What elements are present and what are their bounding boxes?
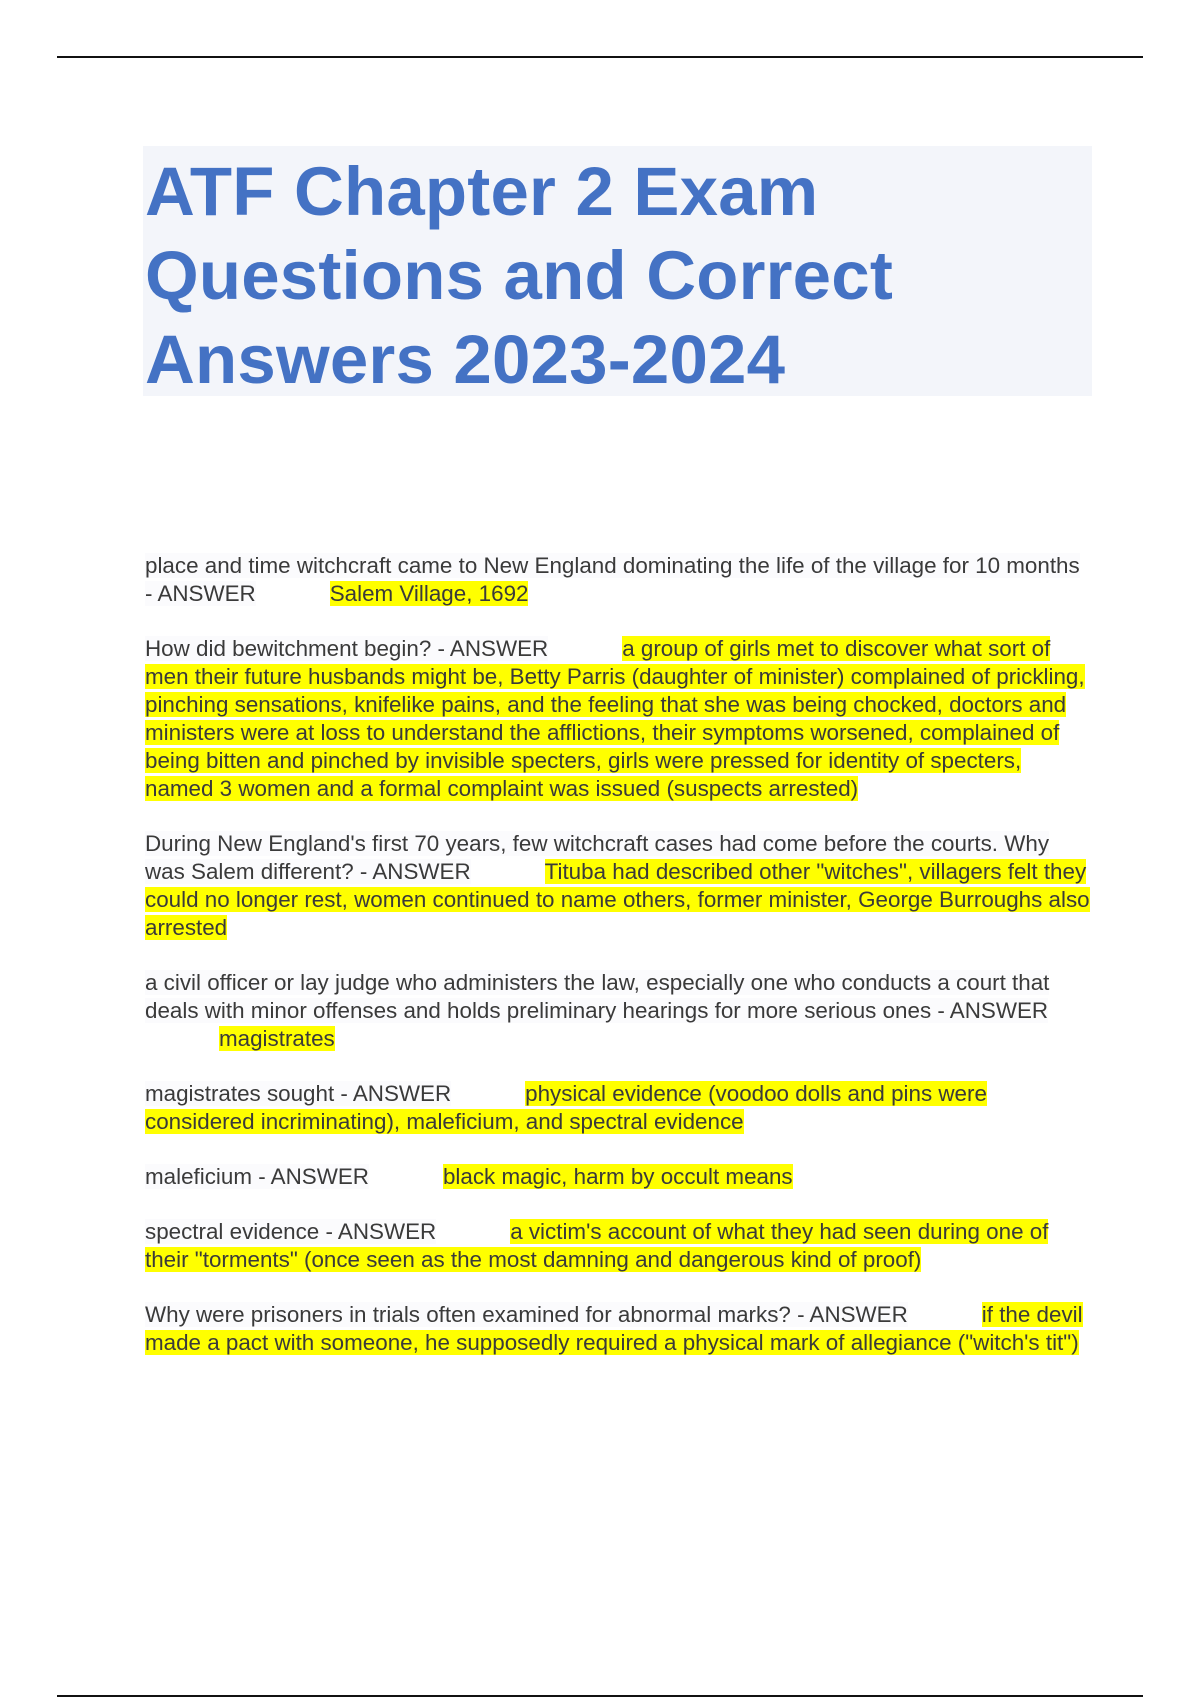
- question-text: How did bewitchment begin? - ANSWER: [145, 636, 549, 661]
- qa-item: [145, 1163, 1090, 1191]
- question-text: Why were prisoners in trials often examined for abnormal marks? - ANSWER: [145, 1302, 908, 1327]
- qa-list: [145, 552, 1090, 1384]
- qa-item: [145, 635, 1090, 803]
- qa-item: [145, 830, 1090, 942]
- answer-text: magistrates: [219, 1026, 335, 1051]
- answer-text: Salem Village, 1692: [329, 581, 529, 606]
- question-text: place and time witchcraft came to New England dominating the life of the village for 10 months - ANSWER: [145, 553, 1080, 606]
- answer-text: physical evidence (voodoo dolls and pins were considered incriminating), maleficium, and spectral evidence: [145, 1081, 987, 1134]
- qa-item: [145, 552, 1090, 608]
- answer-text: if the devil made a pact with someone, he supposedly required a physical mark of allegiance ("witch's tit"): [145, 1302, 1083, 1355]
- question-text: During New England's first 70 years, few witchcraft cases had come before the courts. Why was Salem different? - ANSWER: [145, 831, 1050, 884]
- top-rule: [57, 56, 1143, 58]
- qa-item: [145, 969, 1090, 1053]
- answer-text: a victim's account of what they had seen during one of their "torments" (once seen as the most damning and dangerous kind of proof): [145, 1219, 1049, 1272]
- answer-text: a group of girls met to discover what sort of men their future husbands might be, Betty Parris (daughter of minister) complained of prickling, pinching sensations, knifelike pains, and the feeling that she was being chocked, doctors and ministers were at loss to understand the afflictions, their symptoms worsened, complained of being bitten and pinched by invisible specters, girls were pressed for identity of specters, named 3 women and a formal complaint was issued (suspects arrested): [145, 636, 1085, 801]
- question-text: maleficium - ANSWER: [145, 1164, 369, 1189]
- qa-item: [145, 1301, 1090, 1357]
- question-text: spectral evidence - ANSWER: [145, 1219, 437, 1244]
- title-block: [143, 146, 1092, 396]
- qa-item: [145, 1218, 1090, 1274]
- question-text: a civil officer or lay judge who administers the law, especially one who conducts a court that deals with minor offenses and holds preliminary hearings for more serious ones - ANSWER: [145, 970, 1050, 1023]
- document-title: ATF Chapter 2 Exam Questions and Correct Answers 2023-2024: [145, 153, 894, 398]
- qa-item: [145, 1080, 1090, 1136]
- question-text: magistrates sought - ANSWER: [145, 1081, 452, 1106]
- answer-text: black magic, harm by occult means: [442, 1164, 793, 1189]
- bottom-rule: [57, 1695, 1143, 1697]
- answer-text: Tituba had described other "witches", villagers felt they could no longer rest, women continued to name others, former minister, George Burroughs also arrested: [145, 859, 1090, 940]
